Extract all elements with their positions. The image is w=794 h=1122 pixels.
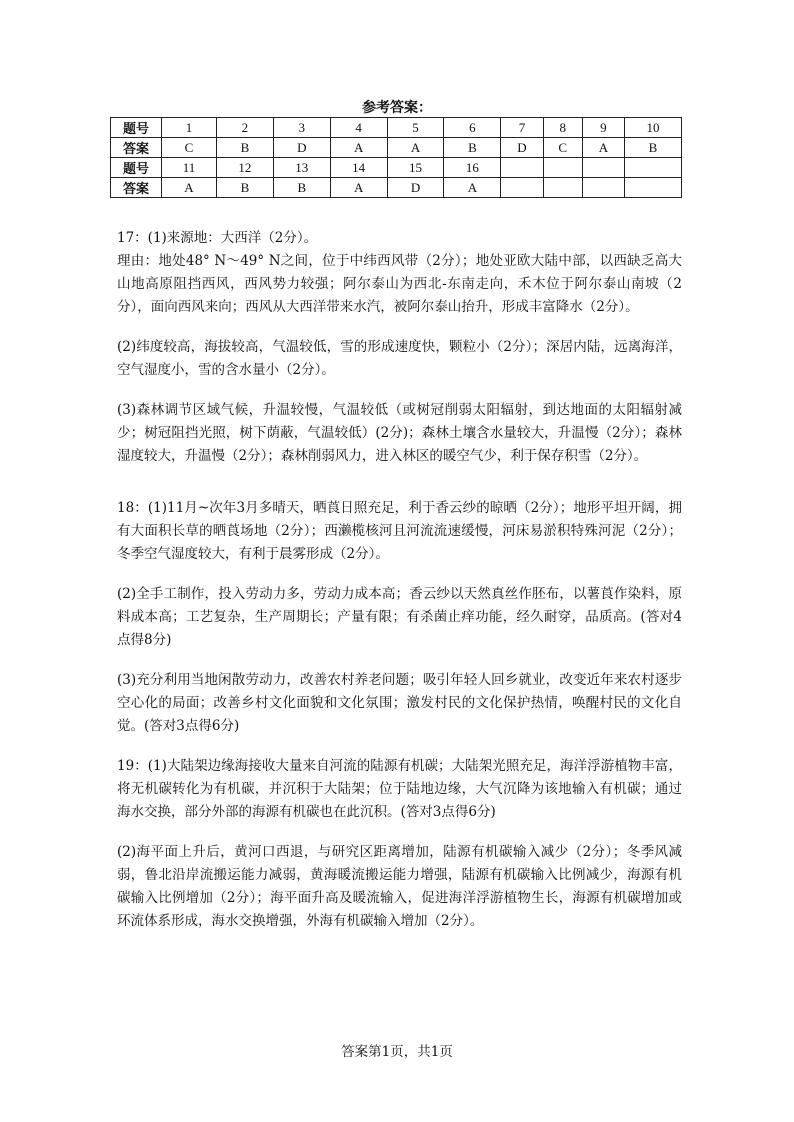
table-cell: 11 [162,158,217,178]
table-cell: 9 [582,118,624,138]
table-row [111,138,682,158]
table-cell: 8 [543,118,582,138]
table-row [111,158,682,178]
table-cell [543,158,582,178]
table-cell: D [273,138,330,158]
table-cell [582,158,624,178]
table-cell [501,178,543,198]
table-cell: 3 [273,118,330,138]
q18-part2: (2)全手工制作，投入劳动力多，劳动力成本高；香云纱以天然真丝作胚布，以薯莨作染料，原料成本高；工艺复杂，生产周期长；产量有限；有杀菌止痒功能，经久耐穿，品质高。(答对4点得8分) [117,586,682,648]
table-cell: C [543,138,582,158]
table-cell: 15 [387,158,444,178]
table-cell: B [273,178,330,198]
table-cell: 1 [162,118,217,138]
q19-part1: 19：(1)大陆架边缘海接收大量来自河流的陆源有机碳；大陆架光照充足，海洋浮游植物丰富，将无机碳转化为有机碳，并沉积于大陆架；位于陆地边缘，大气沉降为该地输入有机碳；通过海水交换，部分外部的海源有机碳也在此沉积。(答对3点得6分) [117,758,682,820]
table-cell: 10 [625,118,682,138]
table-cell: C [162,138,217,158]
table-cell: D [501,138,543,158]
row-label: 答案 [111,138,162,158]
table-cell [625,178,682,198]
page-title: 参考答案： [362,100,432,116]
q17-line1: 17：(1)来源地：大西洋（2分）。 [117,230,318,246]
table-cell: B [625,138,682,158]
table-cell: 16 [444,158,501,178]
q17-reason: 理由：地处48° N～49° N之间，位于中纬西风带（2分）；地处亚欧大陆中部，以西缺乏高大山地高原阻挡西风，西风势力较强；阿尔泰山为西北-东南走向，禾木位于阿尔泰山南坡（2分），面向西风来向；西风从大西洋带来水汽，被阿尔泰山抬升，形成丰富降水（2分）。 [117,253,682,315]
q18-part3: (3)充分利用当地闲散劳动力，改善农村养老问题；吸引年轻人回乡就业，改变近年来农村逐步空心化的局面；改善乡村文化面貌和文化氛围；激发村民的文化保护热情，唤醒村民的文化自觉。(答对3点得6分) [117,672,682,734]
table-cell: D [387,178,444,198]
table-cell: 13 [273,158,330,178]
q17-part2: (2)纬度较高，海拔较高，气温较低，雪的形成速度快，颗粒小（2分）；深居内陆，远离海洋，空气湿度小，雪的含水量小（2分）。 [117,339,682,378]
row-label: 题号 [111,158,162,178]
table-row [111,178,682,198]
table-cell: A [162,178,217,198]
table-cell: A [330,178,387,198]
answer-table [110,117,682,198]
table-cell: A [387,138,444,158]
page-footer: 答案第1页，共1页 [341,1044,453,1060]
table-cell [501,158,543,178]
table-cell: A [582,138,624,158]
table-row [111,118,682,138]
answer-content [117,227,682,933]
table-cell: 14 [330,158,387,178]
table-cell: B [216,138,273,158]
table-cell: 12 [216,158,273,178]
table-cell [625,158,682,178]
row-label: 题号 [111,118,162,138]
q19-part2: (2)海平面上升后，黄河口西退，与研究区距离增加，陆源有机碳输入减少（2分）；冬季风减弱，鲁北沿岸流搬运能力减弱，黄海暖流搬运能力增强，陆源有机碳输入比例减少，海源有机碳输入比例增加（2分）；海平面升高及暖流输入，促进海洋浮游植物生长，海源有机碳增加或环流体系形成，海水交换增强，外海有机碳输入增加（2分）。 [117,844,682,929]
table-cell: 7 [501,118,543,138]
table-cell: 2 [216,118,273,138]
table-cell: B [216,178,273,198]
q18-part1: 18：(1)11月~次年3月多晴天，晒莨日照充足，利于香云纱的晾晒（2分）；地形平坦开阔，拥有大面积长草的晒莨场地（2分）；西濑榄核河且河流流速缓慢，河床易淤积特殊河泥（2分）；冬季空气湿度较大，有利于晨雾形成（2分）。 [117,500,682,562]
q17-part3: (3)森林调节区域气候，升温较慢，气温较低（或树冠削弱太阳辐射，到达地面的太阳辐射减少；树冠阻挡光照，树下荫蔽，气温较低）(2分)；森林土壤含水量较大，升温慢（2分）；森林湿度较大，升温慢（2分）；森林削弱风力，进入林区的暖空气少，利于保存积雪（2分）。 [117,402,682,464]
table-cell [582,178,624,198]
table-cell: 4 [330,118,387,138]
table-cell: 5 [387,118,444,138]
table-cell: 6 [444,118,501,138]
table-cell [543,178,582,198]
table-cell: A [444,178,501,198]
table-cell: B [444,138,501,158]
table-cell: A [330,138,387,158]
row-label: 答案 [111,178,162,198]
